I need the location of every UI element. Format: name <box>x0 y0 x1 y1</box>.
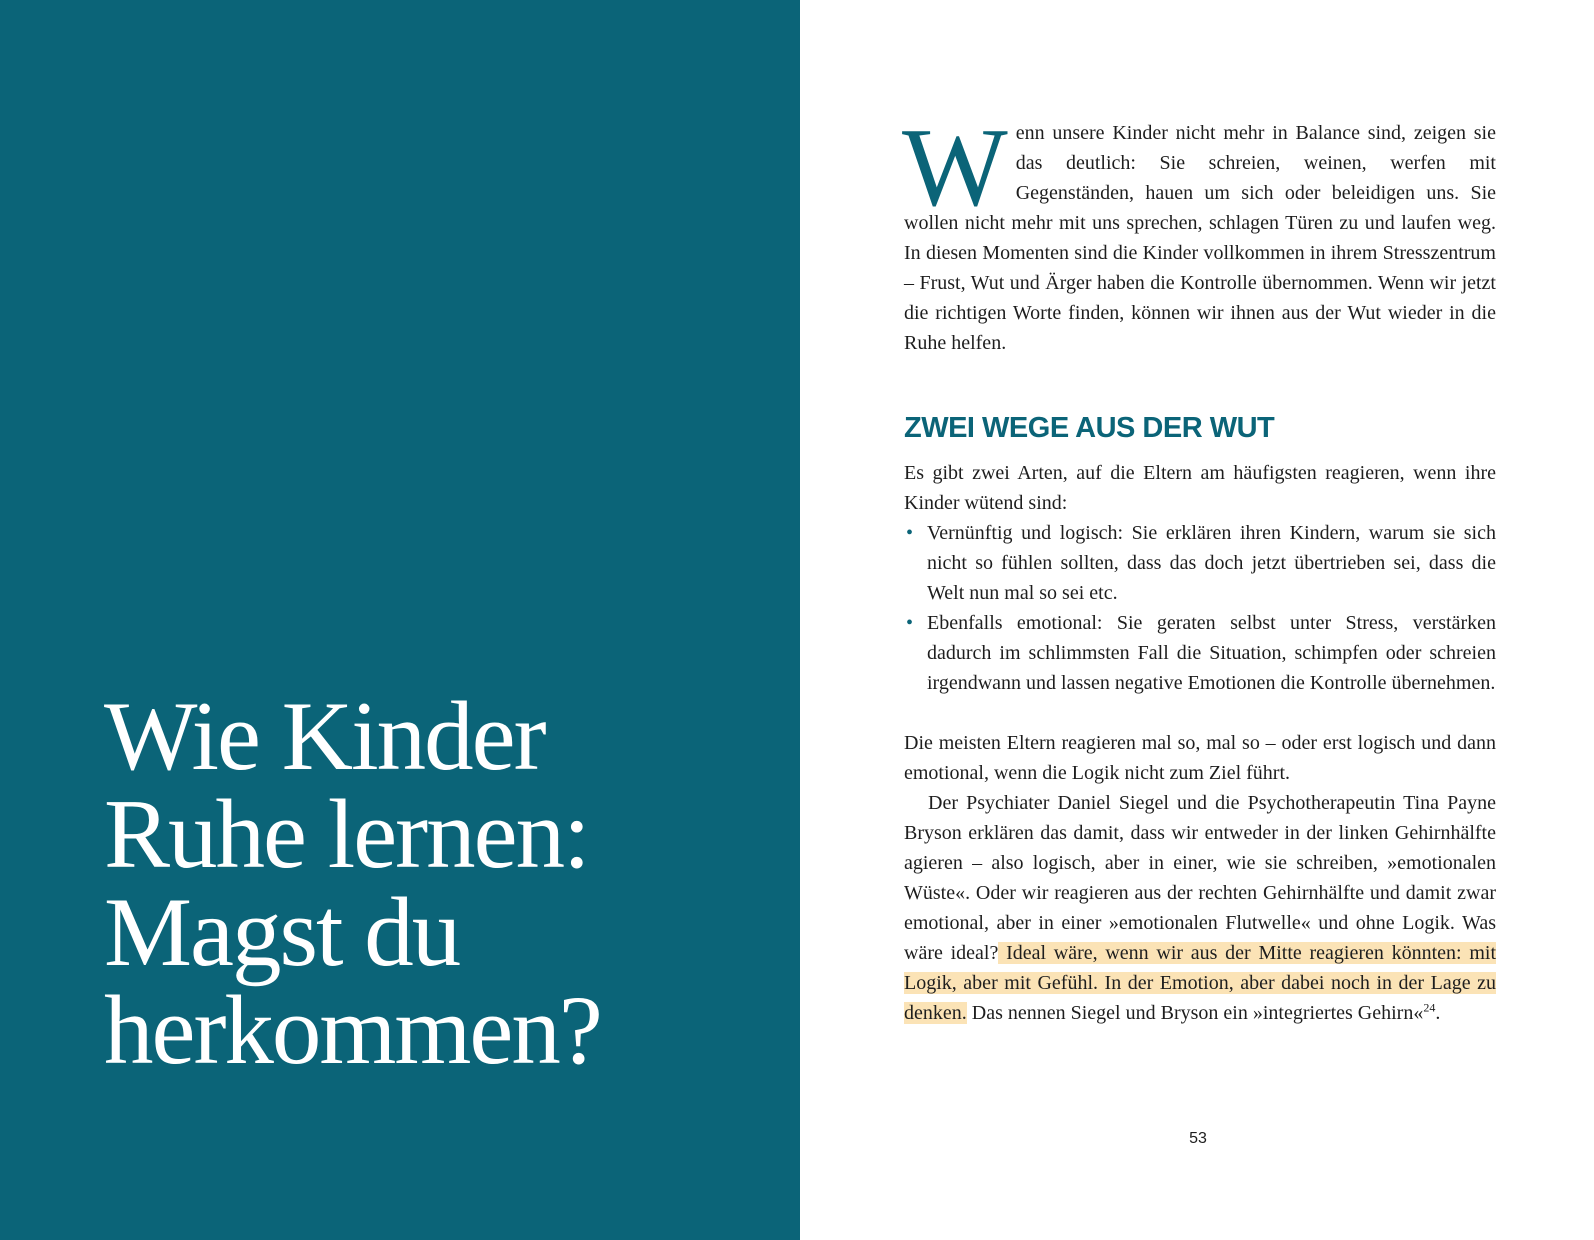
page-number: 53 <box>1189 1130 1207 1147</box>
bullet-list <box>904 518 1496 698</box>
list-item-text: Ebenfalls emotional: Sie geraten selbst unter Stress, verstärken dadurch im schlimmsten Fall die Situation, schimpfen oder schreien irgendwann und lassen negative Emotionen die Kontrolle übernehmen. <box>927 612 1496 694</box>
section-intro: Es gibt zwei Arten, auf die Eltern am häufigsten reagieren, wenn ihre Kinder wütend sind: <box>904 462 1496 514</box>
list-item-text: Vernünftig und logisch: Sie erklären ihren Kindern, warum sie sich nicht so fühlen sollten, dass das doch jetzt übertrieben sei, dass die Welt nun mal so sei etc. <box>927 522 1496 604</box>
text-page <box>902 106 1496 1028</box>
list-item <box>904 608 1496 698</box>
bullet-icon: • <box>906 612 914 634</box>
paragraph-end: . <box>1435 1002 1441 1024</box>
body-paragraph-highlighted <box>904 788 1496 1028</box>
section-heading: ZWEI WEGE AUS DER WUT <box>904 412 1275 444</box>
paragraph-text: Der Psychiater Daniel Siegel und die Psychotherapeutin Tina Payne Bryson erklären das damit, dass wir entweder in der linken Gehirnhälfte agieren – also logisch, aber in einer, wie sie schreiben, »emotionalen Wüste«. Oder wir reagieren aus der rechten Gehirnhälfte und damit zwar emotional, aber in einer »emotionalen Flutwelle« und ohne Logik. Was wäre ideal? <box>904 792 1496 964</box>
chapter-title-line: herkommen? <box>104 976 601 1085</box>
paragraph-text: Das nennen Siegel und Bryson ein »integriertes Gehirn« <box>966 1002 1424 1024</box>
paragraph-spacer <box>904 698 1496 728</box>
text-highlight[interactable]: Ideal wäre, wenn wir aus der Mitte reagieren könnten: mit Logik, aber mit Gefühl. In der Emotion, aber dabei noch in der Lage zu denken. <box>904 942 1496 1024</box>
body-paragraph: Die meisten Eltern reagieren mal so, mal so – oder erst logisch und dann emotional, wenn die Logik nicht zum Ziel führt. <box>904 732 1496 784</box>
drop-cap: W <box>902 106 1008 230</box>
bullet-icon: • <box>906 522 914 544</box>
chapter-title-line: Magst du <box>104 878 460 987</box>
intro-text: enn unsere Kinder nicht mehr in Balance sind, zeigen sie das deutlich: Sie schreien, weinen, werfen mit Gegenständen, hauen um sich oder beleidigen uns. Sie wollen nicht mehr mit uns sprechen, schlagen Türen zu und laufen weg. In diesen Momenten sind die Kinder vollkommen in ihrem Stresszentrum – Frust, Wut und Ärger haben die Kontrolle übernommen. Wenn wir jetzt die richtigen Worte finden, können wir ihnen aus der Wut wieder in die Ruhe helfen. <box>904 122 1496 354</box>
footnote-marker[interactable]: 24 <box>1423 1000 1436 1015</box>
chapter-title <box>104 682 784 1085</box>
chapter-title-line: Ruhe lernen: <box>104 780 589 889</box>
chapter-title-line: Wie Kinder <box>104 682 545 791</box>
intro-paragraph <box>902 106 1496 358</box>
list-item <box>904 518 1496 608</box>
